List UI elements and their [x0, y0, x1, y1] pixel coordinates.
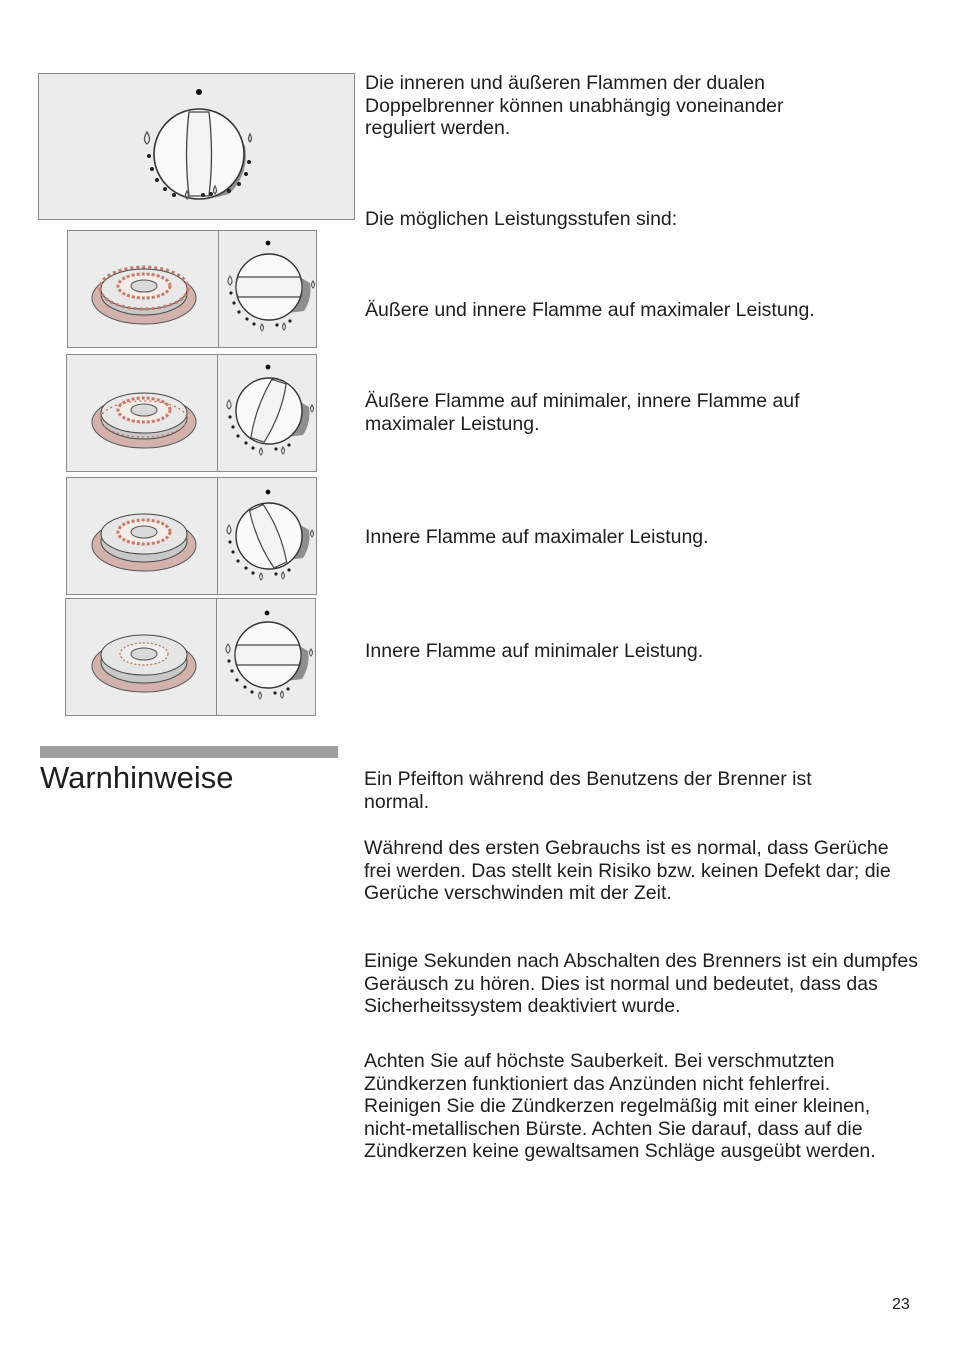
- section-divider-bar: [40, 746, 338, 758]
- burner-flame-icon: [92, 393, 196, 448]
- control-knob-icon: [228, 241, 315, 331]
- level-description-2: Äußere Flamme auf minimaler, innere Flamme auf maximaler Leistung.: [365, 390, 800, 435]
- warning-paragraph-2: Während des ersten Gebrauchs ist es normal, dass Gerüche frei werden. Das stellt kein Risiko bzw. keinen Defekt dar; die Gerüche verschwinden mit der Zeit.: [364, 837, 891, 904]
- levels-intro: Die möglichen Leistungsstufen sind:: [365, 208, 678, 230]
- control-knob-icon: [227, 490, 314, 580]
- control-knob-icon: [226, 611, 313, 699]
- level-description-4: Innere Flamme auf minimaler Leistung.: [365, 640, 704, 662]
- warning-paragraph-1: Ein Pfeifton während des Benutzens der Brenner ist normal.: [364, 768, 812, 813]
- section-heading: Warnhinweise: [40, 760, 234, 795]
- knob-figure-large: [38, 73, 355, 220]
- page-number: 23: [892, 1296, 910, 1313]
- level-description-1: Äußere und innere Flamme auf maximaler Leistung.: [365, 299, 815, 321]
- level-figure-4: [65, 598, 316, 716]
- level-figure-1: [67, 230, 317, 348]
- burner-flame-icon: [92, 267, 196, 324]
- control-knob-icon: [39, 74, 356, 221]
- burner-flame-icon: [92, 635, 196, 692]
- warning-paragraph-4: Achten Sie auf höchste Sauberkeit. Bei verschmutzten Zündkerzen funktioniert das Anzünden nicht fehlerfrei. Reinigen Sie die Zündkerzen regelmäßig mit einer kleinen, nicht-metallischen Bürste. Achten Sie darauf, dass auf die Zündkerzen keine gewaltsamen Schläge ausgeübt werden.: [364, 1050, 876, 1162]
- level-description-3: Innere Flamme auf maximaler Leistung.: [365, 526, 709, 548]
- intro-paragraph: Die inneren und äußeren Flammen der dualen Doppelbrenner können unabhängig voneinander reguliert werden.: [365, 72, 784, 139]
- burner-flame-icon: [92, 514, 196, 571]
- control-knob-icon: [227, 365, 314, 455]
- level-figure-3: [66, 477, 317, 595]
- level-figure-2: [66, 354, 317, 472]
- warning-paragraph-3: Einige Sekunden nach Abschalten des Brenners ist ein dumpfes Geräusch zu hören. Dies ist normal und bedeutet, dass das Sicherheitssystem deaktiviert wurde.: [364, 950, 918, 1017]
